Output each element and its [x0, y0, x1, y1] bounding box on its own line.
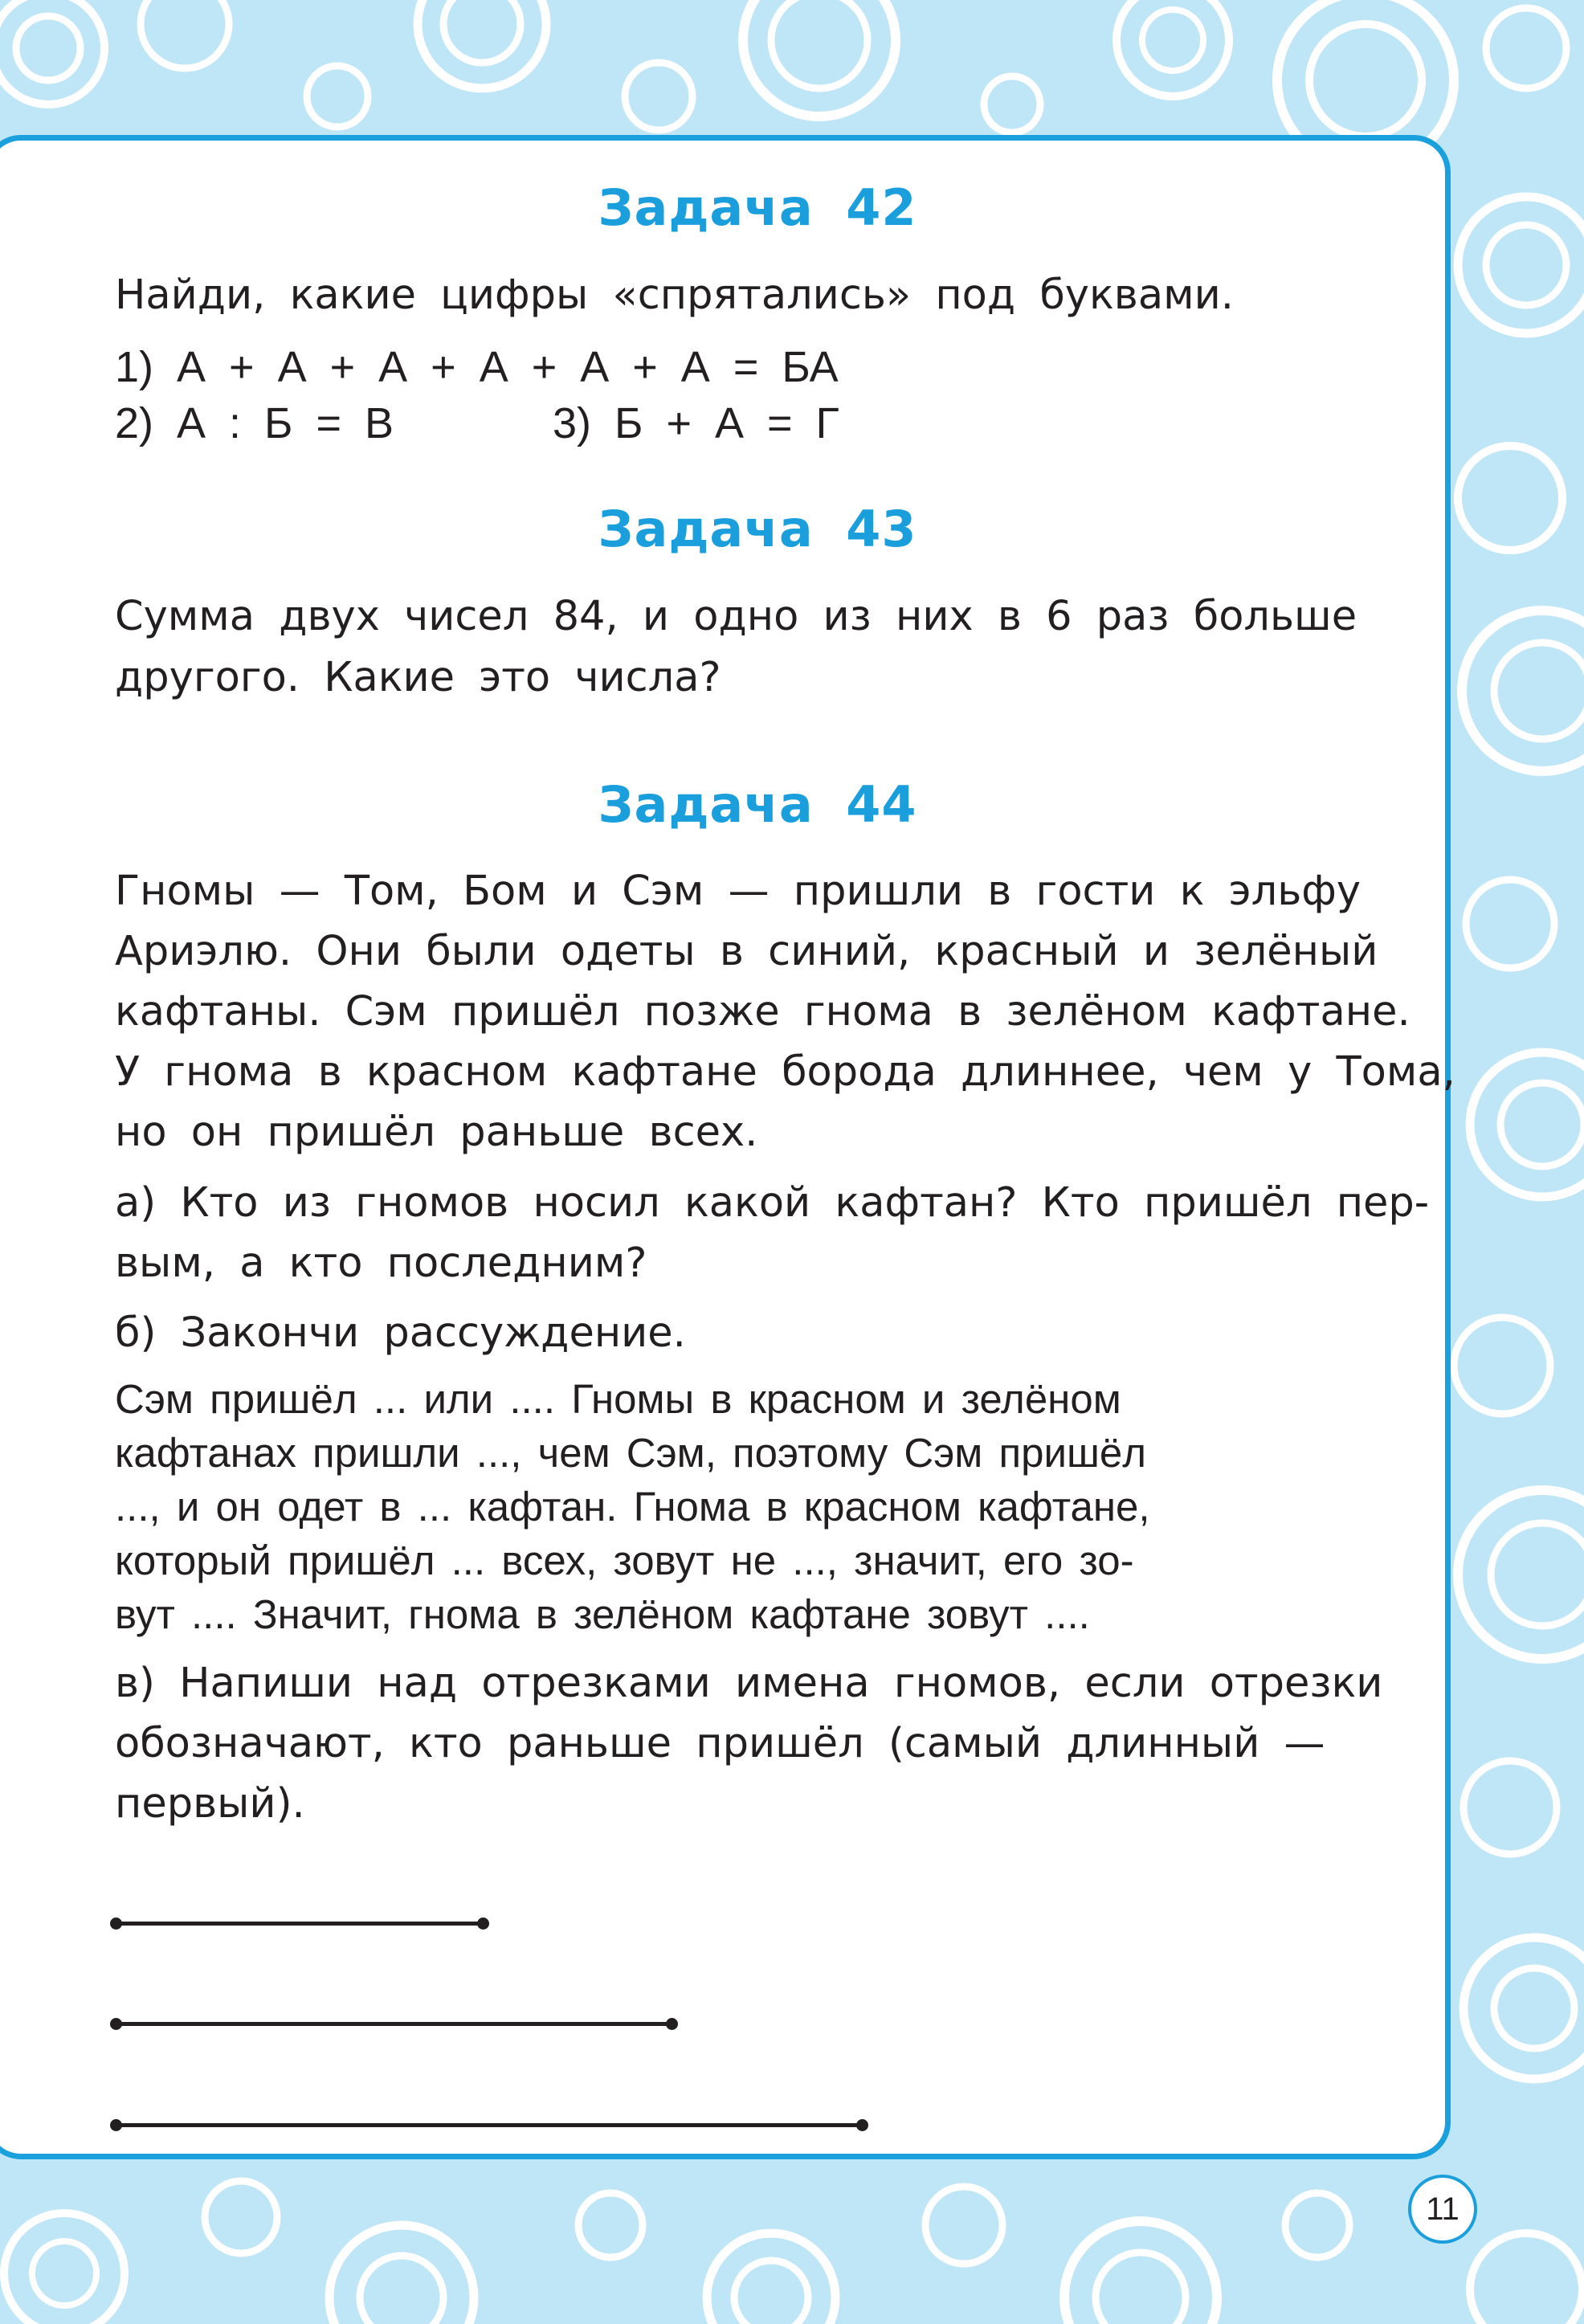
task-43-title: Задача 43 — [598, 500, 917, 558]
page-number: 11 — [1408, 2175, 1477, 2244]
task-44-part-b: б) Закончи рассуждение. — [115, 1309, 686, 1357]
task-44-intro-line: кафтаны. Сэм пришёл позже гнома в зелёном кафтане. — [115, 988, 1410, 1035]
task-44-reasoning-line: который пришёл ... всех, зовут не ..., значит, его зо- — [115, 1538, 1134, 1583]
task-44-part-c-line: в) Напиши над отрезками имена гномов, если отрезки — [115, 1660, 1383, 1707]
answer-segment-medium — [115, 2022, 673, 2026]
task-44-part-a-line: а) Кто из гномов носил какой кафтан? Кто пришёл пер- — [115, 1179, 1430, 1227]
task-44-reasoning-line: Сэм пришёл ... или .... Гномы в красном и зелёном — [115, 1376, 1121, 1422]
task-42-title: Задача 42 — [598, 178, 917, 237]
task-44-reasoning-line: кафтанах пришли ..., чем Сэм, поэтому Сэм пришёл — [115, 1430, 1146, 1476]
task-44-intro-line: но он пришёл раньше всех. — [115, 1109, 758, 1156]
task-42-prompt: Найди, какие цифры «спрятались» под буквами. — [115, 272, 1234, 319]
task-44-part-a-line: вым, а кто последним? — [115, 1240, 647, 1287]
task-43-line-1: Сумма двух чисел 84, и одно из них в 6 раз больше — [115, 593, 1357, 640]
task-44-intro-line: Ариэлю. Они были одеты в синий, красный и зелёный — [115, 928, 1378, 975]
task-44-part-c-line: обозначают, кто раньше пришёл (самый длинный — — [115, 1720, 1325, 1767]
task-44-part-c-line: первый). — [115, 1780, 305, 1828]
task-42-equation-2: 2) А : Б = В — [115, 399, 394, 447]
task-42-equation-1: 1) А + А + А + А + А + А = БА — [115, 343, 839, 391]
answer-segment-long — [115, 2123, 863, 2127]
task-44-intro-line: Гномы — Том, Бом и Сэм — пришли в гости к эльфу — [115, 868, 1362, 915]
task-42-equation-3: 3) Б + А = Г — [553, 399, 839, 447]
task-44-reasoning-line: вут .... Значит, гнома в зелёном кафтане зовут .... — [115, 1591, 1090, 1637]
task-43-line-2: другого. Какие это числа? — [115, 654, 721, 701]
task-44-intro-line: У гнома в красном кафтане борода длиннее, чем у Тома, — [115, 1048, 1455, 1096]
task-44-title: Задача 44 — [598, 775, 917, 834]
answer-segment-short — [115, 1922, 484, 1926]
task-44-reasoning-line: ..., и он одет в ... кафтан. Гнома в красном кафтане, — [115, 1484, 1150, 1530]
